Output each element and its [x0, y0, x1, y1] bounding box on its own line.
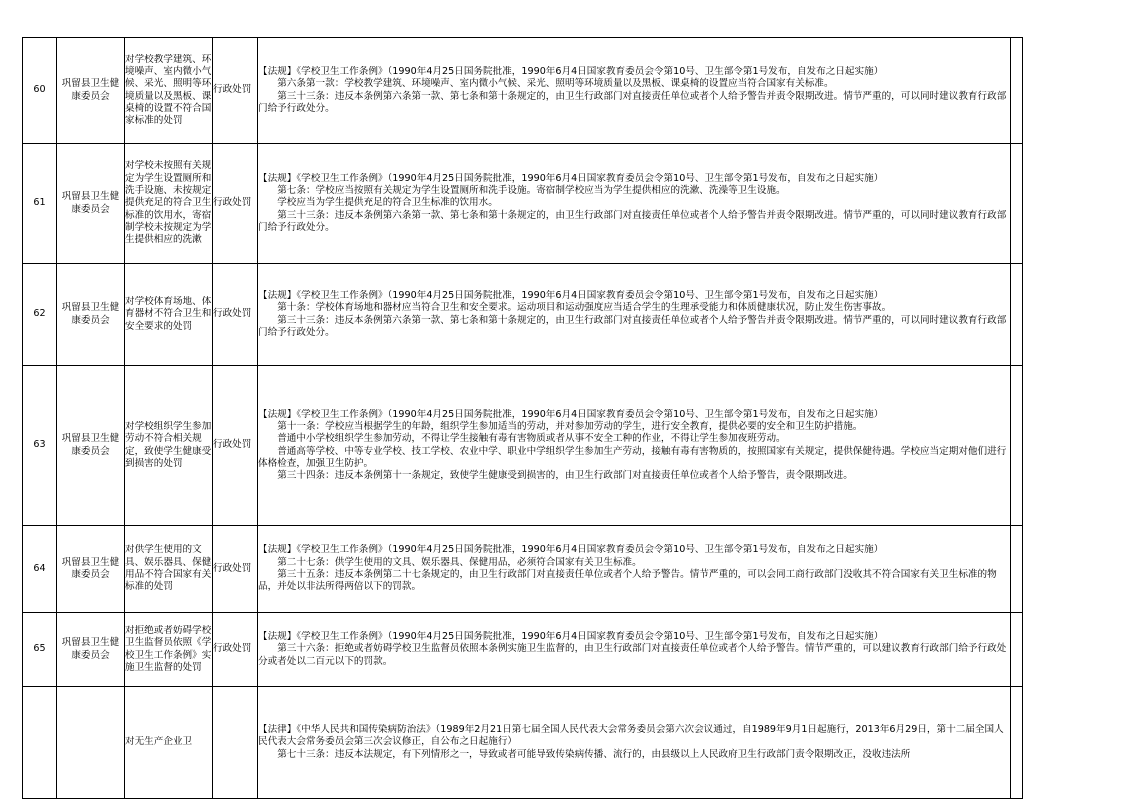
- legal-basis-cell: [258, 264, 1011, 366]
- table-row: [23, 526, 1023, 613]
- legal-article: 第三十三条：违反本条例第六条第一款、第七条和第十条规定的，由卫生行政部门对直接责任单位或者个人给予警告并责令限期改进。情节严重的，可以同时建议教育行政部门给予行政处分。: [258, 90, 1007, 114]
- matter-cell: [125, 38, 213, 144]
- row-number-cell: 62: [23, 264, 57, 366]
- row-number-cell: 65: [23, 613, 57, 687]
- legal-source: 【法规】《学校卫生工作条例》（1990年4月25日国务院批准，1990年6月4日国家教育委员会令第10号、卫生部令第1号发布，自发布之日起实施）: [258, 408, 884, 420]
- legal-basis-cell: [258, 38, 1011, 144]
- table-body: [23, 38, 1023, 799]
- remarks-cell: [1011, 38, 1023, 144]
- table-row: [23, 264, 1023, 366]
- remarks-cell: [1011, 264, 1023, 366]
- legal-article: 普通高等学校、中等专业学校、技工学校、农业中学、职业中学组织学生参加生产劳动，接触有毒有害物质的，按照国家有关规定，提供保健待遇。学校应当定期对他们进行体格检查，加强卫生防护。: [258, 445, 1007, 469]
- legal-article: 普通中小学校组织学生参加劳动，不得让学生接触有毒有害物质或者从事不安全工种的作业，不得让学生参加夜班劳动。: [277, 433, 786, 445]
- legal-article: 第三十四条：违反本条例第十一条规定，致使学生健康受到损害的，由卫生行政部门对直接责任单位或者个人给予警告，责令限期改进。: [277, 470, 853, 482]
- matter-text: 对供学生使用的文具、娱乐器具、保健用品不符合国家有关标准的处罚: [125, 544, 212, 593]
- row-number-cell: [23, 687, 57, 799]
- matter-text: 对拒绝或者妨碍学校卫生监督员依照《学校卫生工作条例》实施卫生监督的处罚: [125, 624, 212, 673]
- category-cell: 行政处罚: [213, 144, 258, 264]
- legal-article: 第六条第一款：学校教学建筑、环境噪声、室内微小气候、采光、照明等环境质量以及黑板、课桌椅的设置应当符合国家有关标准。: [277, 78, 834, 90]
- legal-basis-cell: [258, 144, 1011, 264]
- legal-article: 第三十三条：违反本条例第六条第一款、第七条和第十条规定的，由卫生行政部门对直接责任单位或者个人给予警告并责令限期改进。情节严重的，可以同时建议教育行政部门给予行政处分。: [258, 209, 1007, 233]
- category-cell: 行政处罚: [213, 366, 258, 526]
- legal-article: 第三十六条：拒绝或者妨碍学校卫生监督员依照本条例实施卫生监督的，由卫生行政部门对直接责任单位或者个人给予警告。情节严重的，可以建议教育行政部门给予行政处分或者处以二百元以下的罚款。: [258, 643, 1007, 667]
- category-cell: 行政处罚: [213, 613, 258, 687]
- row-number-cell: 61: [23, 144, 57, 264]
- legal-source: 【法规】《学校卫生工作条例》（1990年4月25日国务院批准，1990年6月4日国家教育委员会令第10号、卫生部令第1号发布，自发布之日起实施）: [258, 631, 884, 643]
- legal-article: 学校应当为学生提供充足的符合卫生标准的饮用水。: [277, 197, 498, 209]
- category-cell: 行政处罚: [213, 526, 258, 613]
- department-cell: 巩留县卫生健康委员会: [57, 144, 125, 264]
- category-cell: [213, 687, 258, 799]
- legal-basis-cell: [258, 613, 1011, 687]
- matter-text: 对学校未按照有关规定为学生设置厕所和洗手设施、未按规定提供充足的符合卫生标准的饮用水，寄宿制学校未按规定为学生提供相应的洗漱: [125, 160, 212, 246]
- category-cell: 行政处罚: [213, 264, 258, 366]
- matter-cell: [125, 687, 213, 799]
- remarks-cell: [1011, 144, 1023, 264]
- row-number-cell: 64: [23, 526, 57, 613]
- remarks-cell: [1011, 687, 1023, 799]
- matter-cell: [125, 366, 213, 526]
- department-cell: 巩留县卫生健康委员会: [57, 366, 125, 526]
- matter-text: 对无生产企业卫: [125, 736, 193, 748]
- matter-text: 对学校体育场地、体育器材不符合卫生和安全要求的处罚: [125, 296, 212, 332]
- legal-basis-cell: [258, 366, 1011, 526]
- matter-text: 对学校组织学生参加劳动不符合相关规定，致使学生健康受到损害的处罚: [125, 420, 212, 469]
- legal-source: 【法规】《学校卫生工作条例》（1990年4月25日国务院批准，1990年6月4日国家教育委员会令第10号、卫生部令第1号发布，自发布之日起实施）: [258, 65, 884, 77]
- department-cell: [57, 687, 125, 799]
- legal-source: 【法律】《中华人民共和国传染病防治法》（1989年2月21日第七届全国人民代表大会常务委员会第六次会议通过，自1989年9月1日起施行，2013年6月29日，第十二届全国人民代表大会常务委员会第三次会议修正，自公布之日起施行）: [258, 724, 1004, 748]
- legal-basis-cell: [258, 526, 1011, 613]
- table-row: [23, 144, 1023, 264]
- matter-text: 对学校教学建筑、环境噪声、室内微小气候、采光、照明等环境质量以及黑板、课桌椅的设置不符合国家标准的处罚: [125, 53, 212, 127]
- legal-article: 第三十五条：违反本条例第二十七条规定的，由卫生行政部门对直接责任单位或者个人给予警告。情节严重的，可以会同工商行政部门没收其不符合国家有关卫生标准的物品，并处以非法所得两倍以下的罚款。: [258, 569, 997, 593]
- legal-article: 第三十三条：违反本条例第六条第一款、第七条和第十条规定的，由卫生行政部门对直接责任单位或者个人给予警告并责令限期改进。情节严重的，可以同时建议教育行政部门给予行政处分。: [258, 314, 1007, 338]
- matter-cell: [125, 144, 213, 264]
- table-row: [23, 366, 1023, 526]
- category-cell: 行政处罚: [213, 38, 258, 144]
- matter-cell: [125, 264, 213, 366]
- remarks-cell: [1011, 366, 1023, 526]
- legal-source: 【法规】《学校卫生工作条例》（1990年4月25日国务院批准，1990年6月4日国家教育委员会令第10号、卫生部令第1号发布，自发布之日起实施）: [258, 289, 884, 301]
- department-cell: 巩留县卫生健康委员会: [57, 38, 125, 144]
- legal-article: 第十条：学校体育场地和器材应当符合卫生和安全要求。运动项目和运动强度应当适合学生的生理承受能力和体质健康状况，防止发生伤害事故。: [277, 302, 892, 314]
- matter-cell: [125, 613, 213, 687]
- department-cell: 巩留县卫生健康委员会: [57, 613, 125, 687]
- enforcement-table: [22, 37, 1023, 799]
- table-row: [23, 38, 1023, 144]
- remarks-cell: [1011, 526, 1023, 613]
- legal-source: 【法规】《学校卫生工作条例》（1990年4月25日国务院批准，1990年6月4日国家教育委员会令第10号、卫生部令第1号发布，自发布之日起实施）: [258, 172, 884, 184]
- matter-cell: [125, 526, 213, 613]
- legal-basis-cell: [258, 687, 1011, 799]
- legal-source: 【法规】《学校卫生工作条例》（1990年4月25日国务院批准，1990年6月4日国家教育委员会令第10号、卫生部令第1号发布，自发布之日起实施）: [258, 544, 884, 556]
- row-number-cell: 60: [23, 38, 57, 144]
- department-cell: 巩留县卫生健康委员会: [57, 526, 125, 613]
- row-number-cell: 63: [23, 366, 57, 526]
- department-cell: 巩留县卫生健康委员会: [57, 264, 125, 366]
- legal-article: 第七十三条：违反本法规定，有下列情形之一，导致或者可能导致传染病传播、流行的，由县级以上人民政府卫生行政部门责令限期改正，没收违法所: [277, 748, 911, 760]
- table-row: [23, 613, 1023, 687]
- legal-article: 第十一条：学校应当根据学生的年龄，组织学生参加适当的劳动，并对参加劳动的学生，进行安全教育，提供必要的安全和卫生防护措施。: [277, 420, 863, 432]
- remarks-cell: [1011, 613, 1023, 687]
- legal-article: 第七条：学校应当按照有关规定为学生设置厕所和洗手设施。寄宿制学校应当为学生提供相应的洗漱、洗澡等卫生设施。: [277, 185, 786, 197]
- table-row: [23, 687, 1023, 799]
- legal-article: 第二十七条：供学生使用的文具、娱乐器具、保健用品，必须符合国家有关卫生标准。: [277, 556, 642, 568]
